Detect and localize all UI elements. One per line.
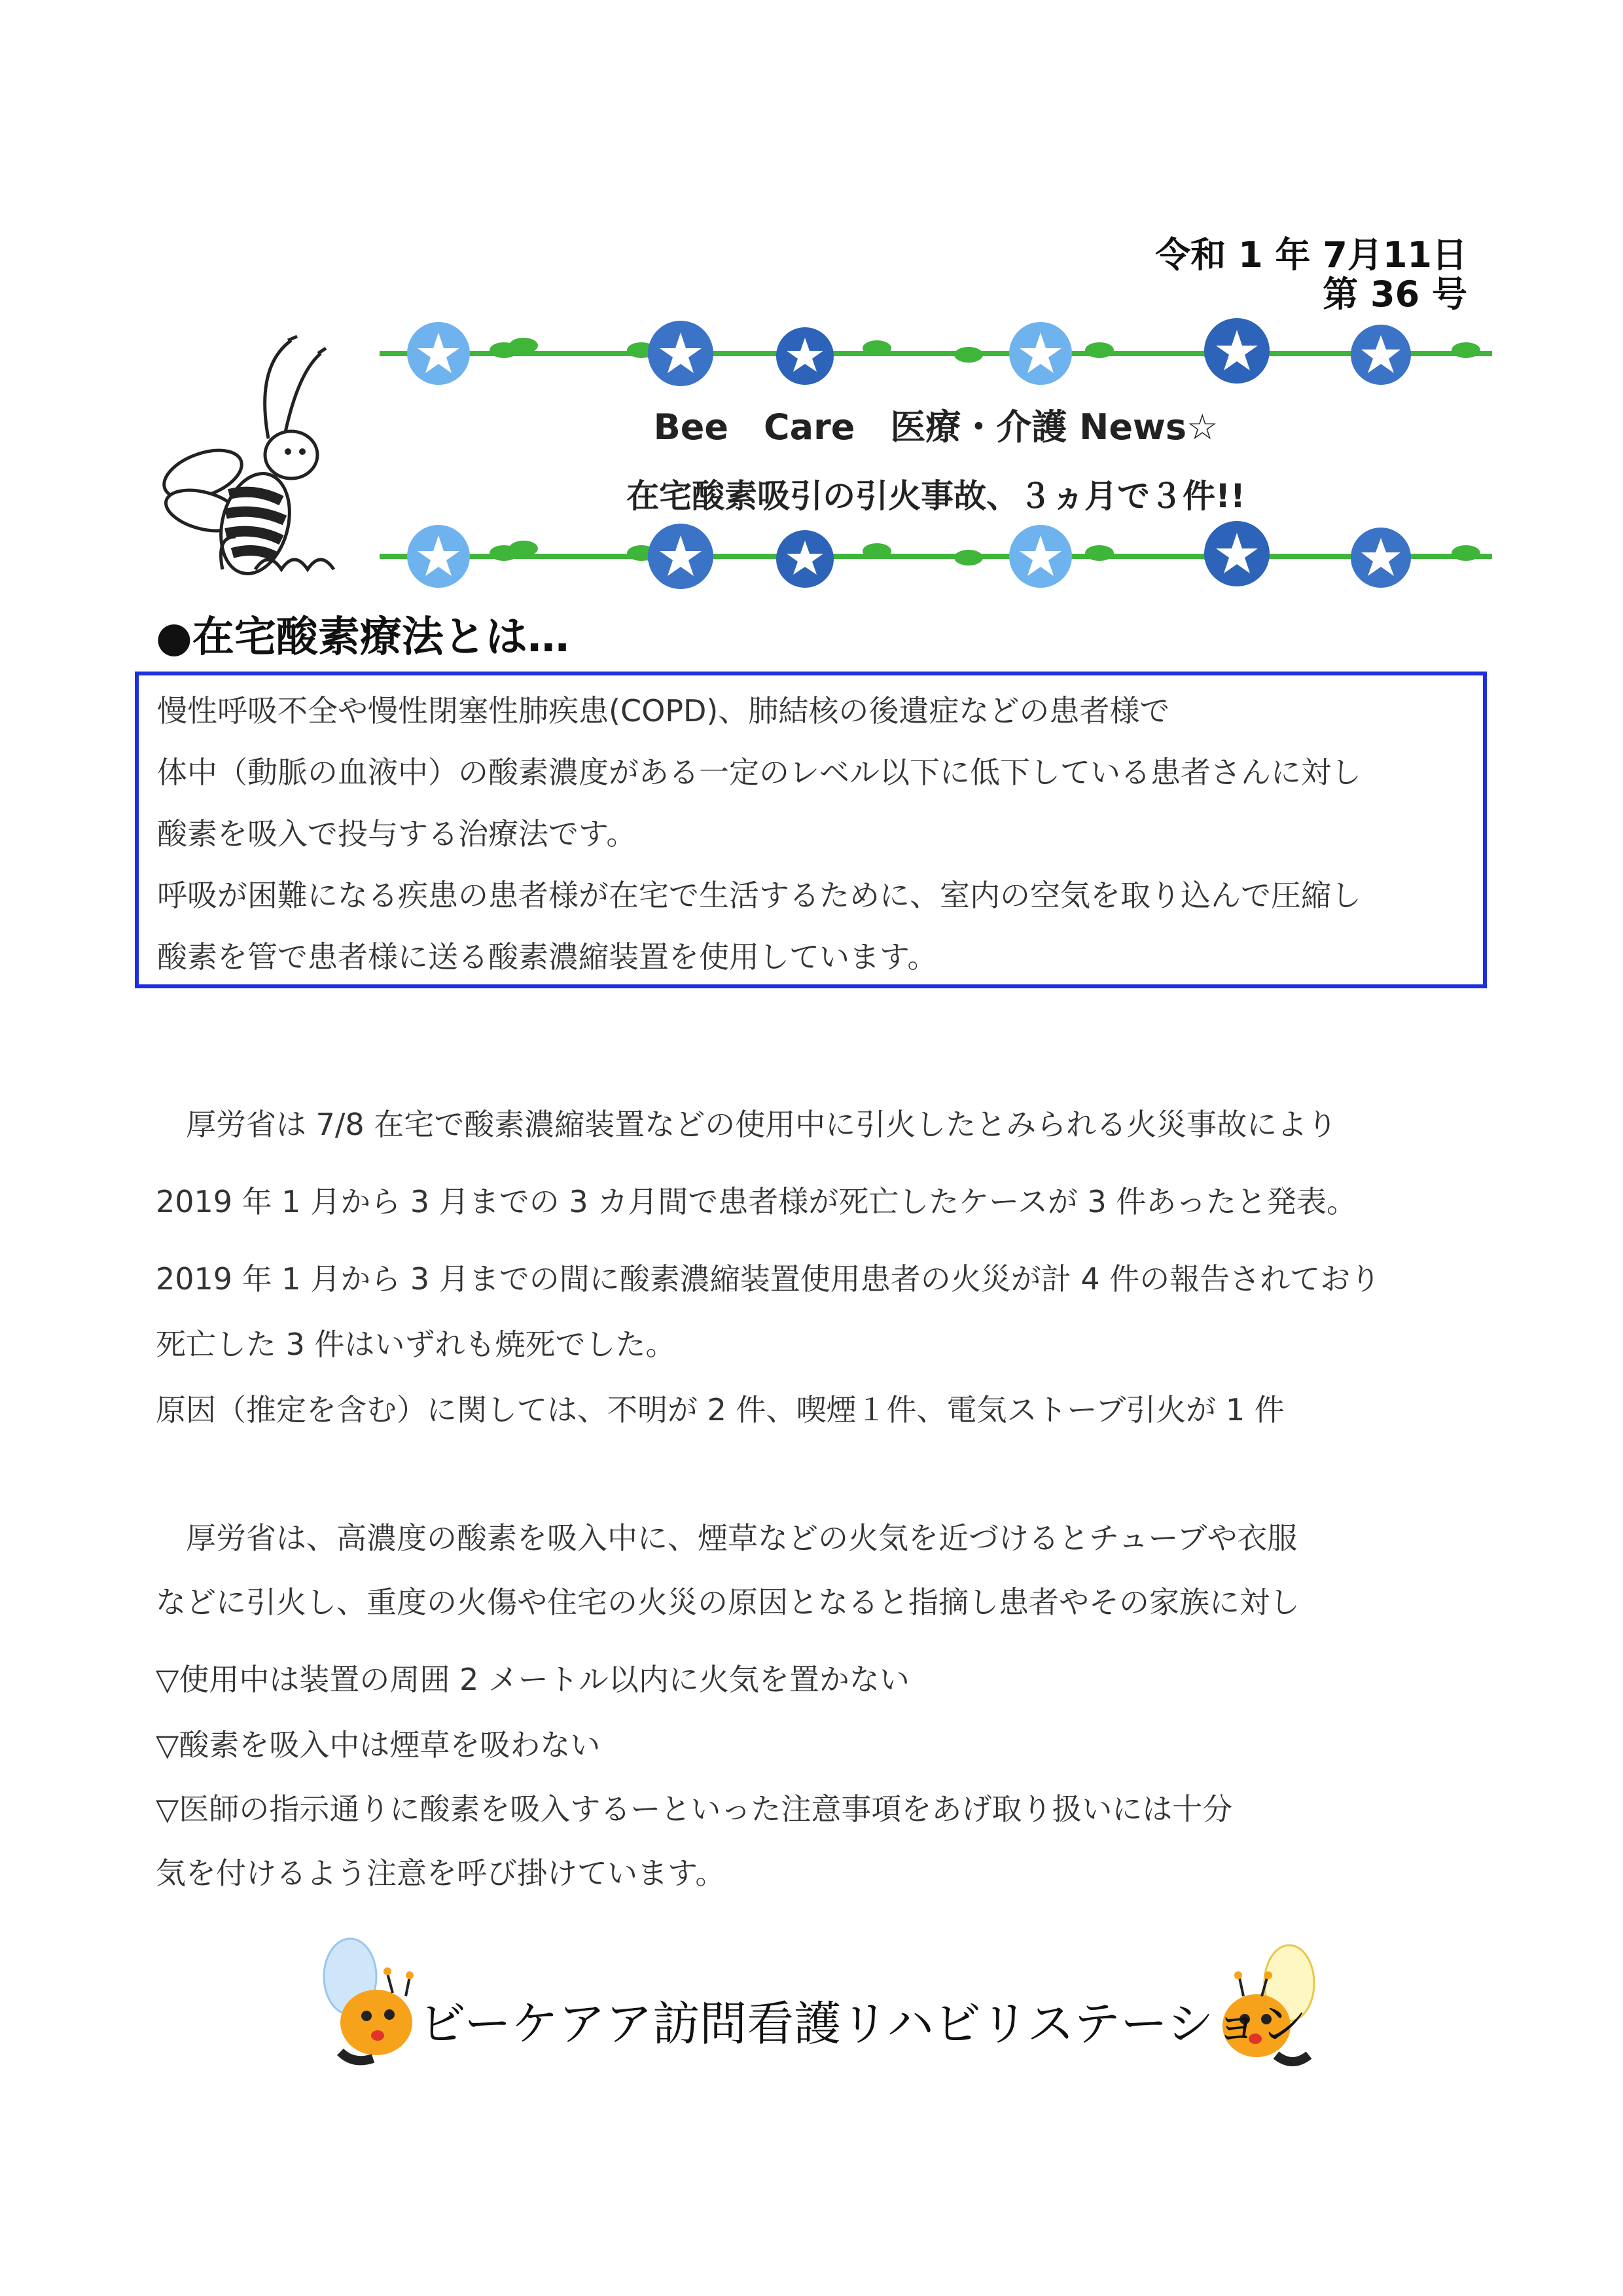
morning-glory-vine-icon [380, 314, 1492, 393]
box-line: 体中（動脈の血液中）の酸素濃度がある一定のレベル以下に低下している患者さんに対し [157, 755, 1361, 790]
box-line: 酸素を管で患者様に送る酸素濃縮装置を使用しています。 [157, 939, 938, 975]
body-line: 厚労省は、高濃度の酸素を吸入中に、煙草などの火気を近づけるとチューブや衣服 [156, 1520, 1298, 1556]
morning-glory-vine-icon [380, 517, 1492, 596]
body-line: ▽医師の指示通りに酸素を吸入するーといった注意事項をあげ取り扱いには十分 [156, 1791, 1233, 1827]
body-line: ▽使用中は装置の周囲 2 メートル以内に火気を置かない [156, 1662, 910, 1697]
body-line: 原因（推定を含む）に関しては、不明が 2 件、喫煙１件、電気ストーブ引火が 1 件 [156, 1392, 1285, 1427]
body-line: ▽酸素を吸入中は煙草を吸わない [156, 1727, 601, 1763]
box-line: 酸素を吸入で投与する治療法です。 [157, 816, 637, 852]
body-line: 厚労省は 7/8 在宅で酸素濃縮装置などの使用中に引火したとみられる火災事故により [156, 1107, 1338, 1142]
box-line: 慢性呼吸不全や慢性閉塞性肺疾患(COPD)、肺結核の後遺症などの患者様で [157, 693, 1170, 728]
body-line: 気を付けるよう注意を呼び掛けています。 [156, 1856, 726, 1891]
bee-mascot-icon [314, 1937, 432, 2068]
box-line: 呼吸が困難になる疾患の患者様が在宅で生活するために、室内の空気を取り込んで圧縮し [157, 878, 1361, 913]
body-line: 2019 年 1 月から 3 月までの 3 カ月間で患者様が死亡したケースが 3 件あったと発表。 [156, 1184, 1357, 1219]
body-line: などに引火し、重度の火傷や住宅の火災の原因となると指摘し患者やその家族に対し [156, 1585, 1300, 1620]
definition-box [135, 672, 1487, 988]
body-line: 2019 年 1 月から 3 月までの間に酸素濃縮装置使用患者の火災が計 4 件の報告されており [156, 1261, 1381, 1297]
body-line: 死亡した 3 件はいずれも焼死でした。 [156, 1327, 676, 1362]
footer-station-name: ビーケアア訪問看護リハビリステーション [419, 1996, 1308, 2051]
newsletter-headline: 在宅酸素吸引の引火事故、３ヵ月で３件!! [626, 477, 1245, 515]
issue-date: 令和 1 年 7月11日 [1155, 234, 1467, 276]
issue-number: 第 36 号 [1323, 274, 1467, 315]
newsletter-title: Bee Care 医療・介護 News☆ [653, 406, 1219, 448]
bee-logo-icon [157, 327, 353, 576]
issue-info [1155, 236, 1467, 314]
section-heading: ●在宅酸素療法とは… [156, 613, 569, 662]
